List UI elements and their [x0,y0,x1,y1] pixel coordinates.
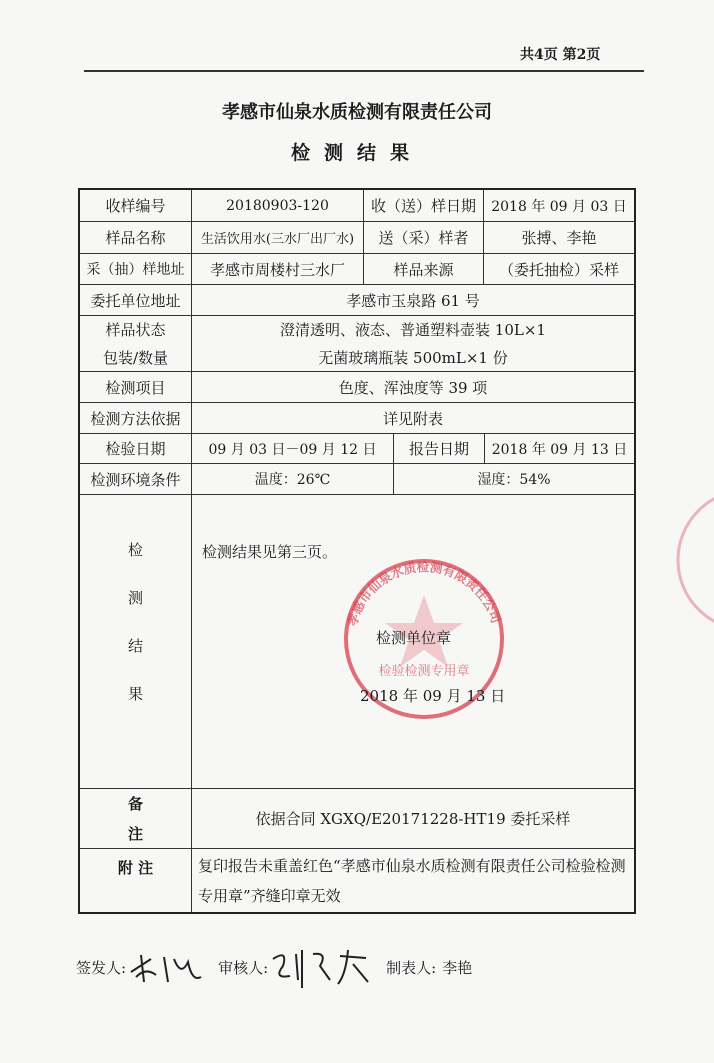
note-label: 附 注 [80,849,192,912]
table-row [80,434,634,464]
source: （委托抽检）采样 [498,260,619,279]
table-row [80,849,634,912]
receive-date: 2018 年 09 月 03 日 [491,198,627,215]
table-row [80,190,634,222]
remark-label-char: 备 [127,795,143,814]
issuer-label: 签发人: [76,958,127,977]
result-label-char: 结 [127,637,143,656]
package-label: 包装/数量 [102,348,169,367]
source-label: 样品来源 [364,254,484,284]
report-date: 2018 年 09 月 13 日 [491,441,628,458]
method-label: 检测方法依据 [80,403,192,433]
sample-state: 澄清透明、液态、普通塑料壶装 10L×1 [280,321,546,340]
sample-no-label: 收样编号 [80,190,192,221]
result-cell [192,495,634,788]
table-row [80,222,634,254]
sampling-address-label: 采（抽）样地址 [80,254,192,284]
items-label: 检测项目 [80,372,192,402]
preparer-label: 制表人: [386,958,437,977]
table-row [80,495,634,789]
test-items: 色度、浑浊度等 39 项 [338,378,488,397]
seal-date: 2018 年 09 月 13 日 [360,687,506,705]
remark-label-char: 注 [127,824,143,843]
report-date-label: 报告日期 [394,434,485,463]
sample-name: 生活饮用水(三水厂出厂水) [192,222,364,253]
state-label: 样品状态 [105,321,166,340]
table-row [80,372,634,403]
stamp-outer-text: 孝感市仙泉水质检测有限责任公司 [344,559,504,628]
humidity: 湿度：54% [477,472,551,488]
table-row [80,316,634,372]
header-rule [84,70,644,72]
receive-date-label: 收（送）样日期 [364,190,484,221]
reviewer-signature [268,944,378,990]
document-title: 检测结果 [290,142,423,164]
client-address-label: 委托单位地址 [80,285,192,315]
test-method: 详见附表 [382,409,443,428]
result-label-char: 果 [127,685,143,704]
reviewer-label: 审核人: [218,958,269,977]
sampling-address: 孝感市周楼村三水厂 [192,254,364,284]
environment-label: 检测环境条件 [80,464,192,494]
sample-no: 20180903-120 [192,190,364,221]
note: 复印报告未重盖红色“孝感市仙泉水质检测有限责任公司检验检测专用章”齐缝印章无效 [198,856,626,905]
sample-name-label: 样品名称 [80,222,192,253]
table-row [80,789,634,849]
test-date-label: 检验日期 [80,434,192,463]
signature-line [76,944,472,990]
table-row [80,285,634,316]
table-row [80,403,634,434]
test-date: 09 月 03 日－09 月 12 日 [192,434,394,463]
edge-seal-fragment [668,485,714,635]
preparer-name: 李艳 [442,958,473,977]
client-address: 孝感市玉泉路 61 号 [346,291,480,310]
sender-label: 送（采）样者 [364,222,484,253]
table-row [80,464,634,495]
table-row [80,254,634,285]
state-package-label [80,316,192,371]
seal-label: 检测单位章 [376,629,452,647]
package-quantity: 无菌玻璃瓶装 500mL×1 份 [318,348,508,367]
result-text: 检测结果见第三页。 [202,543,338,561]
state-package [192,316,634,371]
company-name: 孝感市仙泉水质检测有限责任公司 [222,102,492,123]
page-number: 共4页 第2页 [520,47,601,63]
report-table [78,188,636,914]
issuer-signature [126,947,206,987]
result-label-char: 检 [127,540,143,559]
remark: 依据合同 XGXQ/E20171228-HT19 委托采样 [255,810,571,828]
stamp-inner-text: 检验检测专用章 [378,664,470,679]
result-label [80,495,192,788]
temperature: 温度：26℃ [192,464,394,494]
remark-label [80,789,192,848]
result-label-char: 测 [127,588,143,607]
sender: 张搏、李艳 [521,229,597,247]
